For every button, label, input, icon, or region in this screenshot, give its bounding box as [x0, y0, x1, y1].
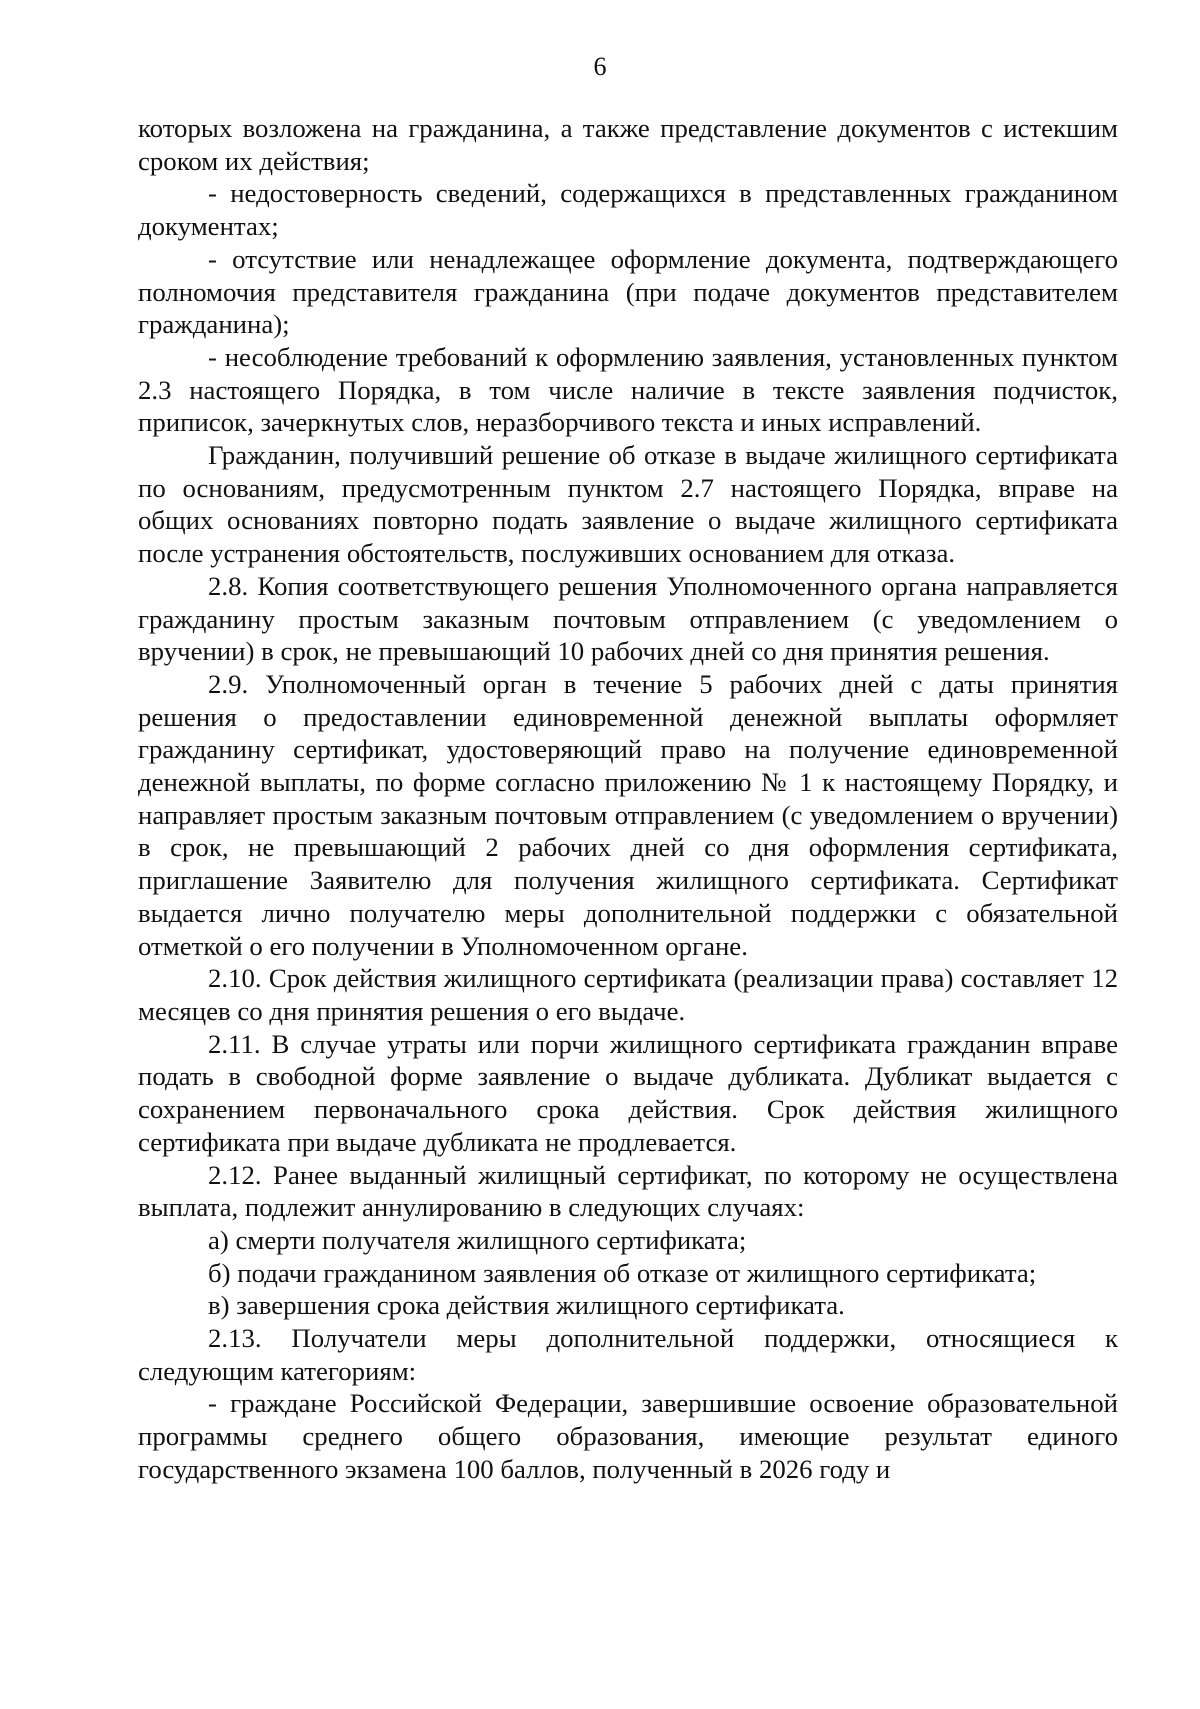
clause-2-9: 2.9. Уполномоченный орган в течение 5 рабочих дней с даты принятия решения о предоставлении единовременной денежной выплаты оформляет гражданину сертификат, удостоверяющий право на получение единовременной денежной выплаты, по форме согласно приложению № 1 к настоящему Порядку, и направляет простым заказным почтовым отправлением (с уведомлением о вручении) в срок, не превышающий 2 рабочих дней со дня оформления сертификата, приглашение Заявителю для получения жилищного сертификата. Сертификат выдается лично получателю меры дополнительной поддержки с обязательной отметкой о его получении в Уполномоченном органе. [138, 668, 1118, 961]
clause-2-12-item-a: а) смерти получателя жилищного сертификата; [208, 1224, 747, 1255]
list-item-unreliable-info: - недостоверность сведений, содержащихся в представленных гражданином документах; [138, 178, 1118, 242]
paragraph-refusal-reapply: Гражданин, получивший решение об отказе в выдаче жилищного сертификата по основаниям, предусмотренным пунктом 2.7 настоящего Порядка, вправе на общих основаниях повторно подать заявление о выдаче жилищного сертификата после устранения обстоятельств, послуживших основанием для отказа. [138, 440, 1118, 569]
clause-2-12-item-c: в) завершения срока действия жилищного сертификата. [208, 1290, 845, 1321]
list-item-missing-authority-document: - отсутствие или ненадлежащее оформление документа, подтверждающего полномочия представителя гражданина (при подаче документов представителем гражданина); [138, 243, 1118, 340]
clause-2-10: 2.10. Срок действия жилищного сертификата (реализации права) составляет 12 месяцев со дня принятия решения о его выдаче. [138, 963, 1118, 1026]
clause-2-8: 2.8. Копия соответствующего решения Уполномоченного органа направляется гражданину простым заказным почтовым отправлением (с уведомлением о вручении) в срок, не превышающий 10 рабочих дней со дня принятия решения. [138, 570, 1118, 667]
clause-2-13: 2.13. Получатели меры дополнительной поддержки, относящиеся к следующим категориям: [138, 1323, 1118, 1386]
page-number: 6 [593, 52, 607, 81]
clause-2-11: 2.11. В случае утраты или порчи жилищного сертификата гражданин вправе подать в свободной форме заявление о выдаче дубликата. Дубликат выдается с сохранением первоначального срока действия. Срок действия жилищного сертификата при выдаче дубликата не продлевается. [138, 1028, 1118, 1157]
clause-2-12-item-b: б) подачи гражданином заявления об отказе от жилищного сертификата; [208, 1257, 1037, 1288]
document-body [138, 112, 1118, 1486]
list-item-application-requirements: - несоблюдение требований к оформлению заявления, установленных пунктом 2.3 настоящего Порядка, в том числе наличие в тексте заявления подчисток, приписок, зачеркнутых слов, неразборчивого текста и иных исправлений. [138, 341, 1118, 438]
clause-2-13-item-citizens: - граждане Российской Федерации, завершившие освоение образовательной программы среднего общего образования, имеющие результат единого государственного экзамена 100 баллов, полученный в 2026 году и [138, 1388, 1118, 1484]
paragraph-continuation: которых возложена на гражданина, а также представление документов с истекшим сроком их действия; [138, 113, 1118, 176]
clause-2-12: 2.12. Ранее выданный жилищный сертификат, по которому не осуществлена выплата, подлежит аннулированию в следующих случаях: [138, 1159, 1118, 1223]
